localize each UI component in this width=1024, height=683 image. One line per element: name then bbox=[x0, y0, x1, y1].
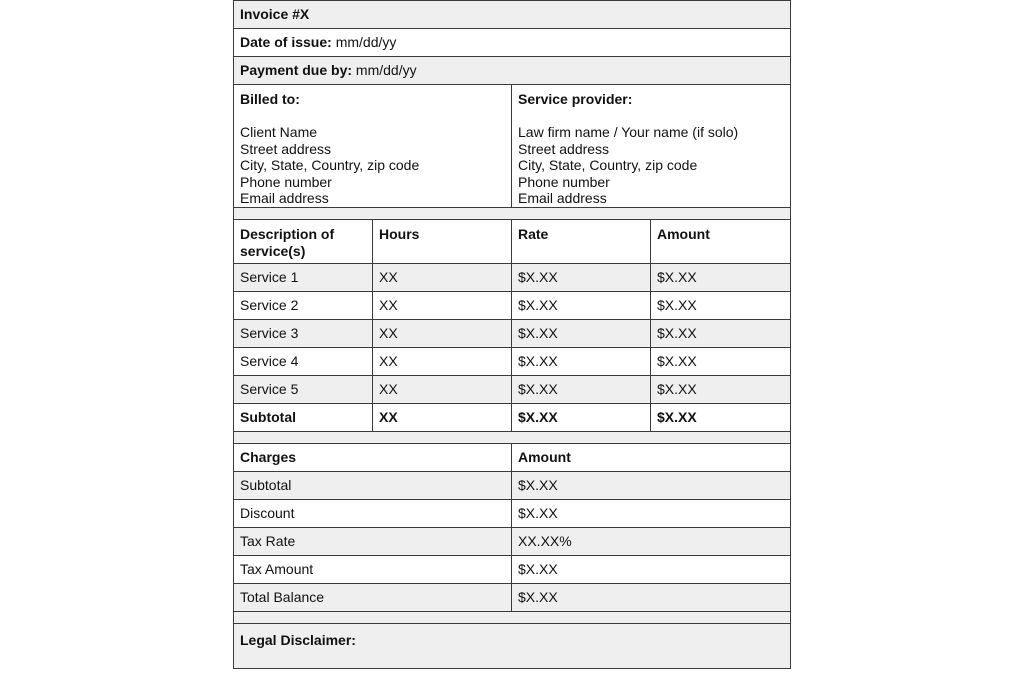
invoice-title: Invoice #X bbox=[234, 1, 791, 29]
charge-label: Subtotal bbox=[234, 471, 512, 499]
service-rate: $X.XX bbox=[512, 347, 651, 375]
billed-to-line: Client Name bbox=[240, 124, 318, 140]
service-amount: $X.XX bbox=[651, 291, 791, 319]
billed-to-label: Billed to: bbox=[240, 91, 300, 107]
spacer-row bbox=[234, 611, 791, 623]
service-amount: $X.XX bbox=[651, 347, 791, 375]
billed-to-line: Street address bbox=[240, 140, 332, 157]
billed-to-line: City, State, Country, zip code bbox=[240, 157, 420, 173]
service-provider-block bbox=[512, 85, 791, 208]
service-name: Service 2 bbox=[234, 291, 373, 319]
table-row bbox=[234, 499, 791, 527]
legal-disclaimer-row bbox=[234, 623, 791, 668]
billed-to-block bbox=[234, 85, 512, 208]
subtotal-label: Subtotal bbox=[234, 403, 373, 431]
service-rate: $X.XX bbox=[512, 263, 651, 291]
service-provider-line: Law firm name / Your name (if solo) bbox=[518, 124, 739, 140]
service-rate: $X.XX bbox=[512, 319, 651, 347]
subtotal-amount: $X.XX bbox=[651, 403, 791, 431]
services-header-description: Description of service(s) bbox=[234, 219, 373, 263]
charge-amount: $X.XX bbox=[512, 583, 791, 611]
table-row bbox=[234, 583, 791, 611]
service-provider-label: Service provider: bbox=[518, 91, 633, 107]
charge-amount: XX.XX% bbox=[512, 527, 791, 555]
service-provider-line: Phone number bbox=[518, 173, 610, 190]
charge-label: Discount bbox=[234, 499, 512, 527]
date-of-issue-label: Date of issue: bbox=[240, 34, 332, 50]
payment-due-row bbox=[234, 57, 791, 85]
services-header-row bbox=[234, 219, 791, 263]
spacer-row bbox=[234, 207, 791, 219]
charge-amount: $X.XX bbox=[512, 471, 791, 499]
service-hours: XX bbox=[373, 375, 512, 403]
service-hours: XX bbox=[373, 347, 512, 375]
table-row bbox=[234, 471, 791, 499]
invoice-table bbox=[233, 0, 791, 669]
charge-amount: $X.XX bbox=[512, 555, 791, 583]
service-name: Service 4 bbox=[234, 347, 373, 375]
service-hours: XX bbox=[373, 291, 512, 319]
billed-to-line: Email address bbox=[240, 190, 329, 206]
address-row bbox=[234, 85, 791, 208]
service-name: Service 5 bbox=[234, 375, 373, 403]
table-row bbox=[234, 291, 791, 319]
charge-amount: $X.XX bbox=[512, 499, 791, 527]
table-row bbox=[234, 263, 791, 291]
service-rate: $X.XX bbox=[512, 291, 651, 319]
subtotal-hours: XX bbox=[373, 403, 512, 431]
date-of-issue-value: mm/dd/yy bbox=[335, 34, 397, 50]
service-provider-line: Email address bbox=[518, 190, 607, 206]
service-amount: $X.XX bbox=[651, 319, 791, 347]
services-header-amount: Amount bbox=[651, 219, 791, 263]
charge-label: Tax Amount bbox=[234, 555, 512, 583]
invoice-document bbox=[233, 0, 790, 683]
payment-due-label: Payment due by: bbox=[240, 62, 353, 78]
service-hours: XX bbox=[373, 263, 512, 291]
service-provider-line: Street address bbox=[518, 140, 610, 157]
charge-label: Tax Rate bbox=[234, 527, 512, 555]
service-rate: $X.XX bbox=[512, 375, 651, 403]
billed-to-line: Phone number bbox=[240, 173, 332, 190]
invoice-title-row bbox=[234, 1, 791, 29]
date-of-issue-row bbox=[234, 29, 791, 57]
table-row bbox=[234, 375, 791, 403]
payment-due-value: mm/dd/yy bbox=[355, 62, 417, 78]
charges-header-row bbox=[234, 443, 791, 471]
services-header-rate: Rate bbox=[512, 219, 651, 263]
service-amount: $X.XX bbox=[651, 375, 791, 403]
subtotal-rate: $X.XX bbox=[512, 403, 651, 431]
table-row bbox=[234, 555, 791, 583]
service-provider-line: City, State, Country, zip code bbox=[518, 157, 698, 173]
service-name: Service 1 bbox=[234, 263, 373, 291]
charge-label: Total Balance bbox=[234, 583, 512, 611]
services-subtotal-row bbox=[234, 403, 791, 431]
service-name: Service 3 bbox=[234, 319, 373, 347]
table-row bbox=[234, 347, 791, 375]
table-row bbox=[234, 527, 791, 555]
service-hours: XX bbox=[373, 319, 512, 347]
table-row bbox=[234, 319, 791, 347]
services-header-hours: Hours bbox=[373, 219, 512, 263]
charges-header-amount: Amount bbox=[512, 443, 791, 471]
spacer-row bbox=[234, 431, 791, 443]
service-amount: $X.XX bbox=[651, 263, 791, 291]
legal-disclaimer-label: Legal Disclaimer: bbox=[234, 623, 791, 668]
charges-header-label: Charges bbox=[234, 443, 512, 471]
